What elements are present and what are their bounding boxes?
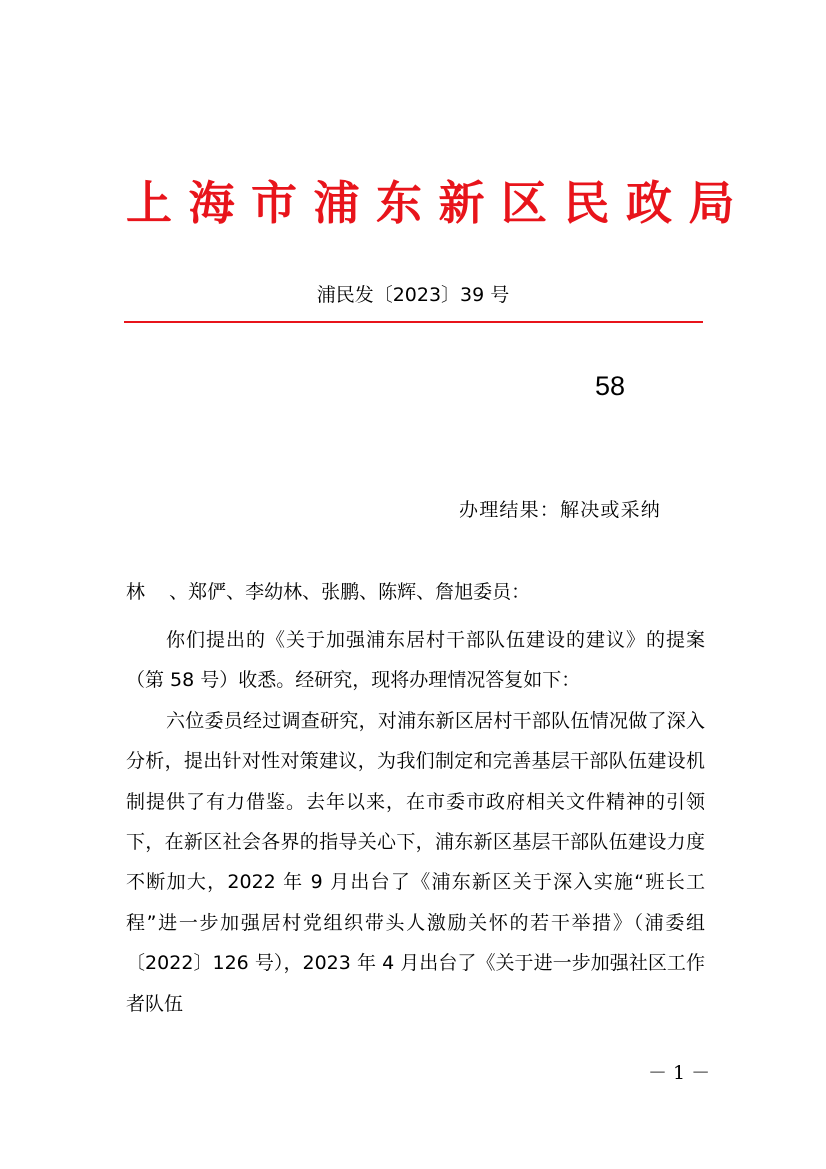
handling-result: 办理结果：解决或采纳 [459, 499, 662, 521]
header-red-rule [124, 321, 703, 323]
paragraph-acknowledgement: 你们提出的《关于加强浦东居村干部队伍建设的建议》的提案（第 58 号）收悉。经研究，现将办理情况答复如下： [126, 629, 705, 692]
document-number: 浦民发〔2023〕39 号 [316, 284, 510, 306]
paragraph-response: 六位委员经过调查研究，对浦东新区居村干部队伍情况做了深入分析，提出针对性对策建议，为我们制定和完善基层干部队伍建设机制提供了有力借鉴。去年以来，在市委市政府相关文件精神的引领下，在新区社会各界的指导关心下，浦东新区基层干部队伍建设力度不断加大，2022 年 9 月出台了《浦东新区关于深入实施“班长工程”进一步加强居村党组织带头人激励关怀的若干举措》（浦委组〔2022〕126 号），2023 年 4 月出台了《关于进一步加强社区工作者队伍 [126, 709, 705, 1015]
page-number: － 1 － [648, 1062, 711, 1084]
agency-title: 上海市浦东新区民政局 [126, 176, 751, 230]
proposal-number: 58 [595, 371, 626, 401]
letter-body [126, 620, 705, 1024]
salutation: 林 、郑俨、李幼林、张鹏、陈辉、詹旭委员： [126, 581, 531, 603]
